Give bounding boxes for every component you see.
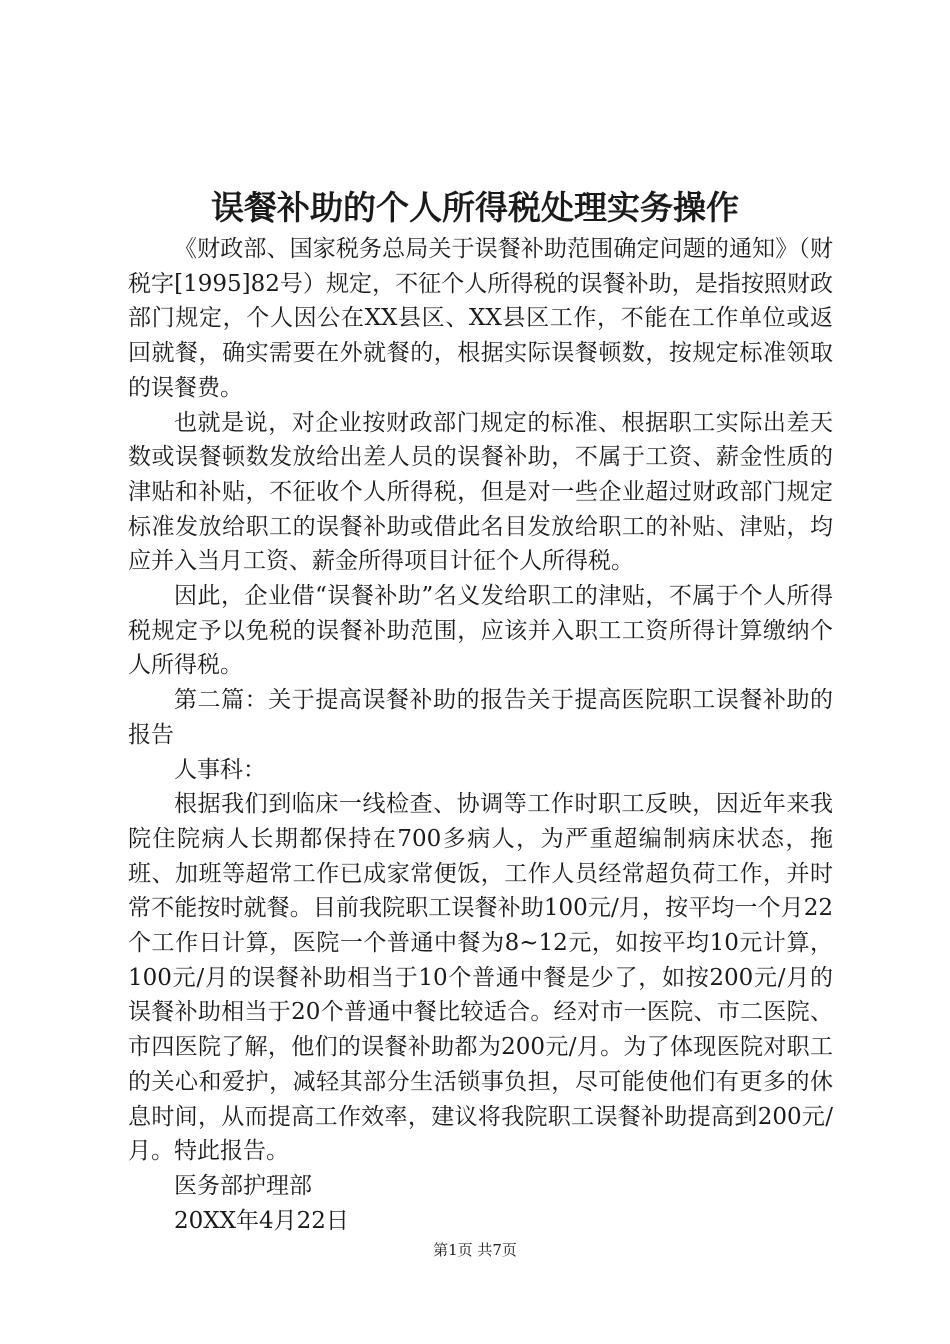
paragraph-explanation: 也就是说，对企业按财政部门规定的标准、根据职工实际出差天数或误餐顿数发放给出差人员的误餐补助，不属于工资、薪金性质的津贴和补贴，不征收个人所得税，但是对一些企业超过财政部门规定标准发放给职工的误餐补助或借此名目发放给职工的补贴、津贴，均应并入当月工资、薪金所得项目计征个人所得税。 bbox=[128, 409, 833, 575]
paragraph-report-body: 根据我们到临床一线检查、协调等工作时职工反映，因近年来我院住院病人长期都保持在700多病人，为严重超编制病床状态，拖班、加班等超常工作已成家常便饭，工作人员经常超负荷工作，并时常不能按时就餐。目前我院职工误餐补助100元/月，按平均一个月22个工作日计算，医院一个普通中餐为8~12元，如按平均10元计算，100元/月的误餐补助相当于10个普通中餐是少了，如按200元/月的误餐补助相当于20个普通中餐比较适合。经对市一医院、市二医院、市四医院了解，他们的误餐补助都为200元/月。为了体现医院对职工的关心和爱护，减轻其部分生活锁事负担，尽可能使他们有更多的休息时间，从而提高工作效率，建议将我院职工误餐补助提高到200元/月。特此报告。 bbox=[128, 791, 833, 1165]
page-number: 第1页 共7页 bbox=[433, 1241, 517, 1259]
section-heading: 第二篇：关于提高误餐补助的报告关于提高医院职工误餐补助的报告 bbox=[128, 687, 833, 748]
signature-date: 20XX年4月22日 bbox=[174, 1207, 349, 1234]
recipient-line: 人事科： bbox=[174, 756, 266, 783]
document-title: 误餐补助的个人所得税处理实务操作 bbox=[211, 188, 739, 227]
paragraph-conclusion: 因此，企业借“误餐补助”名义发给职工的津贴，不属于个人所得税规定予以免税的误餐补助范围，应该并入职工工资所得计算缴纳个人所得税。 bbox=[128, 583, 833, 679]
document-body bbox=[128, 232, 833, 1238]
paragraph-notice: 《财政部、国家税务总局关于误餐补助范围确定问题的通知》（财税字[1995]82号）规定，不征个人所得税的误餐补助，是指按照财政部门规定，个人因公在XX县区、XX县区工作，不能在工作单位或返回就餐，确实需要在外就餐的，根据实际误餐顿数，按规定标准领取的误餐费。 bbox=[128, 236, 833, 401]
signature-department: 医务部护理部 bbox=[174, 1172, 312, 1199]
